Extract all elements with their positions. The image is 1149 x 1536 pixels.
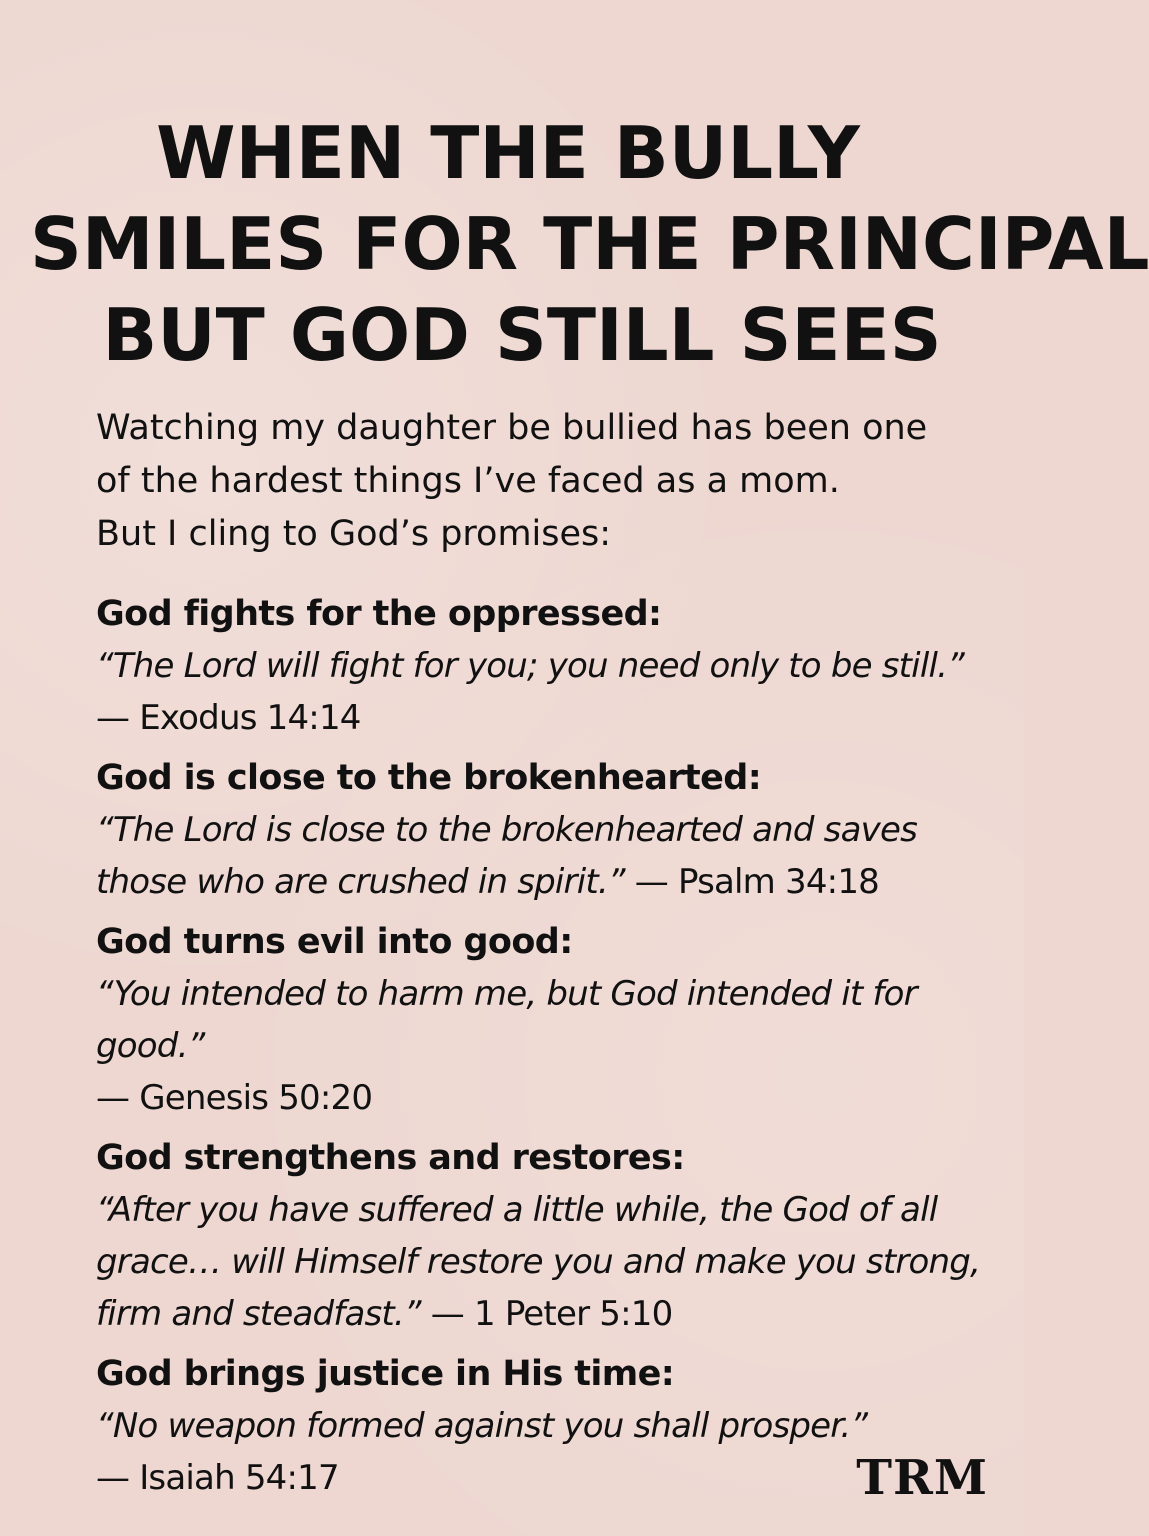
promise-quote: “The Lord will fight for you; you need only to be still.” — [96, 646, 964, 686]
promise-heading: God brings justice in His time: — [96, 1354, 675, 1394]
promise-reference: — Exodus 14:14 — [96, 698, 361, 738]
promise-item — [96, 752, 1006, 908]
intro-line-3: But I cling to God’s promises: — [96, 514, 612, 554]
intro-line-2: of the hardest things I’ve faced as a mom. — [96, 461, 840, 501]
promise-item — [96, 1132, 1006, 1340]
promise-quote: “The Lord is close to the brokenhearted and saves those who are crushed in spirit.” — [96, 810, 917, 902]
poster-title — [0, 108, 1149, 381]
title-line-2: SMILES FOR THE PRINCIPAL — [30, 202, 1149, 286]
intro-line-1: Watching my daughter be bullied has been one — [96, 408, 928, 448]
promise-heading: God is close to the brokenhearted: — [96, 758, 762, 798]
promise-item — [96, 588, 1006, 744]
title-line-1: WHEN THE BULLY — [156, 111, 860, 195]
promise-reference: — Isaiah 54:17 — [96, 1458, 339, 1498]
promise-heading: God strengthens and restores: — [96, 1138, 685, 1178]
promise-quote: “After you have suffered a little while, the God of all grace… will Himself restore you and make you strong, firm and steadfast.” — [96, 1190, 981, 1334]
promise-body — [96, 968, 1006, 1124]
promises-list — [96, 588, 1006, 1512]
promise-item — [96, 916, 1006, 1124]
promise-reference: — Psalm 34:18 — [634, 862, 879, 902]
promise-body — [96, 1184, 1006, 1340]
promise-quote: “No weapon formed against you shall prosper.” — [96, 1406, 868, 1446]
promise-reference: — Genesis 50:20 — [96, 1078, 373, 1118]
promise-quote: “You intended to harm me, but God intended it for good.” — [96, 974, 917, 1066]
intro-paragraph — [96, 402, 976, 561]
promise-body — [96, 804, 1006, 908]
brand-logo: TRM — [856, 1450, 988, 1506]
promise-body — [96, 640, 1006, 744]
promise-heading: God fights for the oppressed: — [96, 594, 662, 634]
promise-heading: God turns evil into good: — [96, 922, 573, 962]
title-line-3: BUT GOD STILL SEES — [102, 293, 942, 377]
promise-reference: — 1 Peter 5:10 — [430, 1294, 673, 1334]
